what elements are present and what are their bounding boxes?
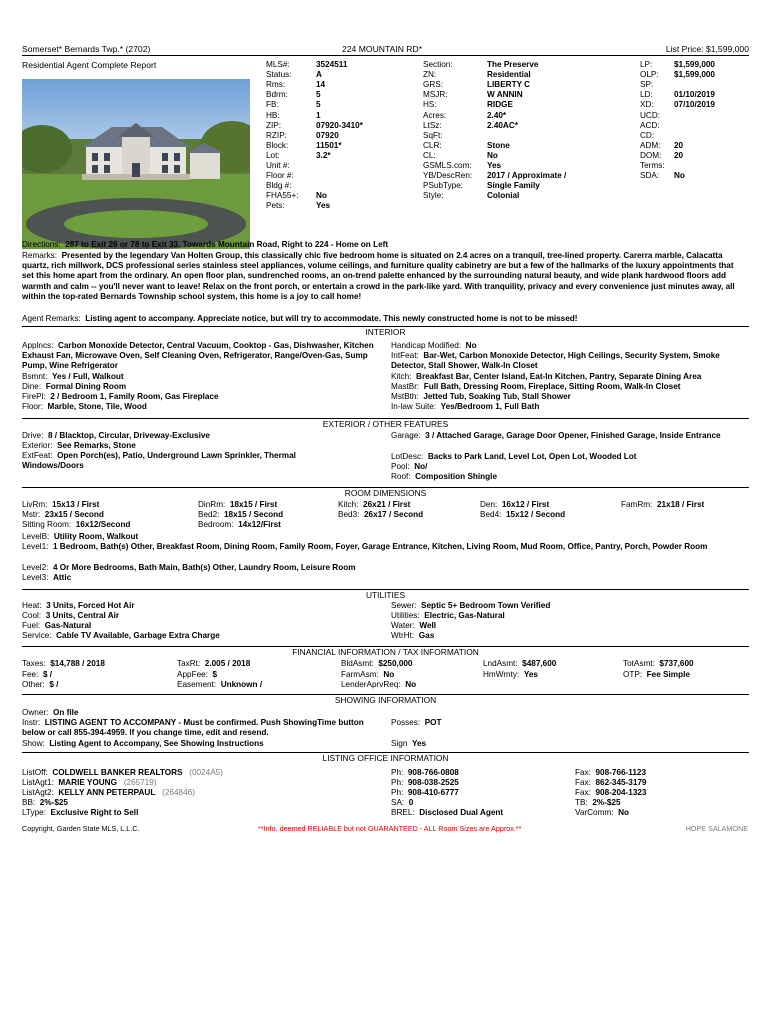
agent-name-footer: HOPE SALAMONE	[685, 824, 748, 833]
exterior-field: Garage: 3 / Attached Garage, Garage Door Opener, Finished Garage, Inside Entrance	[391, 431, 721, 440]
office-field: BREL: Disclosed Dual Agent	[391, 808, 504, 817]
location-field-label: CL:	[423, 150, 436, 160]
financial-field: Other: $ /	[22, 680, 59, 689]
interior-field: Kitch: Breakfast Bar, Center Island, Eat-In Kitchen, Pantry, Separate Dining Area	[391, 372, 702, 381]
core-field-value: Yes	[316, 201, 331, 211]
core-field-value: 1	[316, 110, 321, 120]
report-title: Residential Agent Complete Report	[22, 60, 157, 70]
exterior-heading: EXTERIOR / OTHER FEATURES	[22, 418, 749, 430]
core-field-value: 3524511	[316, 60, 348, 69]
location-field-label: GRS:	[423, 80, 444, 90]
office-field: TB: 2%-$25	[575, 798, 621, 807]
exterior-field: Exterior: See Remarks, Stone	[22, 441, 136, 450]
core-field-label: Bdrm:	[266, 90, 288, 100]
office-field: Ph: 908-410-6777	[391, 788, 459, 797]
office-field: ListAgt2: KELLY ANN PETERPAUL (264846)	[22, 788, 195, 797]
utilities-heading: UTILITIES	[22, 589, 749, 601]
location-field-label: SqFt:	[423, 130, 443, 140]
showing-owner: Owner: On file	[22, 708, 79, 717]
location-field-label: YB/DescRen:	[423, 171, 473, 181]
core-field-label: ZIP:	[266, 120, 282, 130]
date-field-label: XD:	[640, 100, 654, 110]
core-field-label: Rms:	[266, 80, 286, 90]
room-field: FamRm: 21x18 / First	[621, 500, 705, 509]
exterior-field: LotDesc: Backs to Park Land, Level Lot, Open Lot, Wooded Lot	[391, 452, 637, 461]
financial-field: Easement: Unknown /	[177, 680, 263, 689]
header-divider	[22, 55, 749, 56]
interior-field: Handicap Modified: No	[391, 341, 477, 350]
date-field-label: ACD:	[640, 120, 660, 130]
location-field-label: Style:	[423, 191, 444, 201]
location-field-value: 2.40AC*	[487, 120, 518, 130]
core-field-value: 11501*	[316, 140, 342, 150]
core-field-label: RZIP:	[266, 130, 287, 140]
core-field-value: 5	[316, 90, 321, 100]
directions-line: Directions: 287 to Exit 26 or 78 to Exit 33. Towards Mountain Road, Right to 224 - Home on Left	[22, 240, 389, 249]
core-field-label: Block:	[266, 140, 289, 150]
date-field-label: DOM:	[640, 150, 662, 160]
financial-field: HmWrnty: Yes	[483, 670, 538, 679]
location-field-label: PSubType:	[423, 181, 464, 191]
utility-field: Utilities: Electric, Gas-Natural	[391, 611, 505, 620]
date-field-label: LP:	[640, 60, 653, 69]
core-field-value: A	[316, 70, 322, 80]
core-field-value: 3.2*	[316, 150, 331, 160]
interior-field: Applncs: Carbon Monoxide Detector, Central Vacuum, Cooktop - Gas, Dishwasher, Kitchen Exhaust Fan, Microwave Oven, Self Cleaning Oven, Refrigerator, Range/Oven-Gas, Sump Pump, Wine Refrigerator	[22, 341, 374, 371]
list-price-label: List Price: $1,599,000	[665, 44, 749, 54]
interior-field: Dine: Formal Dining Room	[22, 382, 127, 391]
financial-heading: FINANCIAL INFORMATION / TAX INFORMATION	[22, 646, 749, 658]
exterior-field: Pool: No/	[391, 462, 428, 471]
location-field-value: 2.40*	[487, 110, 507, 120]
core-field-label: Lot:	[266, 150, 280, 160]
interior-field: In-law Suite: Yes/Bedroom 1, Full Bath	[391, 402, 540, 411]
location-field-value: No	[487, 150, 498, 160]
date-field-label: SDA:	[640, 171, 660, 181]
office-field: Ph: 908-038-2525	[391, 778, 459, 787]
utility-field: Cool: 3 Units, Central Air	[22, 611, 120, 620]
core-field-value: 07920-3410*	[316, 120, 363, 130]
office-heading: LISTING OFFICE INFORMATION	[22, 752, 749, 764]
agent-remarks-line: Agent Remarks: Listing agent to accompany. Appreciate notice, but will try to accommodate. This newly constructed home is not to be missed!	[22, 314, 578, 323]
financial-field: Fee: $ /	[22, 670, 53, 679]
core-field-value: No	[316, 191, 327, 201]
level-field: Level2: 4 Or More Bedrooms, Bath Main, Bath(s) Other, Laundry Room, Leisure Room	[22, 563, 356, 572]
interior-field: MastBr: Full Bath, Dressing Room, Fireplace, Sitting Room, Walk-In Closet	[391, 382, 681, 391]
date-field-value: 20	[674, 140, 684, 150]
location-field-value: Yes	[487, 161, 502, 170]
financial-field: TotAsmt: $737,600	[623, 659, 694, 668]
core-field-value: 5	[316, 100, 321, 110]
financial-field: Taxes: $14,788 / 2018	[22, 659, 105, 668]
showing-instructions: Instr: LISTING AGENT TO ACCOMPANY - Must be confirmed. Push ShowingTime button below or call 855-394-4959. If you change time, edit and resend.	[22, 718, 364, 738]
core-field-value: 07920	[316, 130, 339, 140]
core-field-label: Pets:	[266, 201, 285, 211]
location-field-value: The Preserve	[487, 60, 539, 69]
room-field: Bed2: 18x15 / Second	[198, 510, 284, 519]
core-field-label: MLS#:	[266, 60, 290, 69]
date-field-value: No	[674, 171, 685, 181]
core-field-label: Status:	[266, 70, 292, 80]
location-field-value: 2017 / Approximate /	[487, 171, 567, 181]
area-label: Somerset* Bernards Twp.* (2702)	[22, 44, 151, 54]
utility-field: Sewer: Septic 5+ Bedroom Town Verified	[391, 601, 551, 610]
core-field-label: HB:	[266, 110, 280, 120]
office-field: VarComm: No	[575, 808, 629, 817]
location-field-value: Colonial	[487, 191, 520, 201]
interior-field: FirePl: 2 / Bedroom 1, Family Room, Gas Fireplace	[22, 392, 219, 401]
room-field: Bed3: 26x17 / Second	[338, 510, 424, 519]
location-field-value: Residential	[487, 70, 531, 80]
interior-field: IntFeat: Bar-Wet, Carbon Monoxide Detector, High Ceilings, Security System, Smoke Detector, Stall Shower, Walk-In Closet	[391, 351, 720, 371]
location-field-label: Section:	[423, 60, 453, 69]
room-field: Bedroom: 14x12/First	[198, 520, 281, 529]
room-field: Sitting Room: 16x12/Second	[22, 520, 131, 529]
date-field-label: Terms:	[640, 161, 665, 170]
date-field-value: $1,599,000	[674, 60, 715, 69]
exterior-field: Roof: Composition Shingle	[391, 472, 498, 481]
office-field: Fax: 862-345-3179	[575, 778, 647, 787]
agent-remarks-text: Listing agent to accompany. Appreciate notice, but will try to accommodate. This newly constructed home is not to be missed!	[85, 314, 578, 323]
financial-field: LenderAprvReq: No	[341, 680, 417, 689]
office-field: LType: Exclusive Right to Sell	[22, 808, 139, 817]
office-field: Fax: 908-204-1323	[575, 788, 647, 797]
financial-field: AppFee: $	[177, 670, 218, 679]
office-field: ListOff: COLDWELL BANKER REALTORS (0024A5)	[22, 768, 223, 777]
core-field-label: FHA55+:	[266, 191, 299, 201]
date-field-value: $1,599,000	[674, 70, 715, 80]
disclaimer-text: **Info. deemed RELIABLE but not GUARANTEED - ALL Room Sizes are Approx.**	[258, 824, 522, 833]
location-field-value: Stone	[487, 140, 510, 150]
level-field: LevelB: Utility Room, Walkout	[22, 532, 139, 541]
room-field: Mstr: 23x15 / Second	[22, 510, 104, 519]
property-photo	[22, 79, 250, 249]
location-field-label: MSJR:	[423, 90, 448, 100]
core-field-label: FB:	[266, 100, 279, 110]
date-field-value: 20	[674, 150, 684, 160]
location-field-label: HS:	[423, 100, 437, 110]
core-field-value: 14	[316, 80, 326, 90]
date-field-label: OLP:	[640, 70, 659, 80]
showing-possession: Posses: POT	[391, 718, 442, 727]
directions-text: 287 to Exit 26 or 78 to Exit 33. Towards Mountain Road, Right to 224 - Home on Left	[65, 240, 389, 249]
remarks-text: Presented by the legendary Van Holten Group, this classically chic five bedroom home is situated on 2.4 acres on a tranquil, tree-lined property. Carerra marble, Calacatta quartz, rich millwork, DCS professional series stainless steel appliances, volume ceilings, and furniture quality cabinetry are but a few of the hallmarks of the luxury appointments that set this home apart from the ordinary. An open floor plan, sundrenched rooms, an on-trend palette enhanced by the surrounding natural beauty, and wide plank hardwood floors add warmth and calm -- you'll never want to leave! Relax on the front porch, or entertain a crowd in the park-like yard. With tranquility, privacy and every convenience just minutes away, all within the top-rated Bernards Township school system, this home is a joy to call home!	[22, 251, 735, 301]
office-field: BB: 2%-$25	[22, 798, 68, 807]
room-field: DinRm: 18x15 / First	[198, 500, 278, 509]
level-field: Level1: 1 Bedroom, Bath(s) Other, Breakfast Room, Dining Room, Family Room, Foyer, Garage Entrance, Kitchen, Living Room, Mud Room, Office, Pantry, Porch, Powder Room	[22, 542, 708, 551]
utility-field: Water: Well	[391, 621, 437, 630]
location-field-label: Acres:	[423, 110, 447, 120]
date-field-label: ADM:	[640, 140, 661, 150]
room-field: Bed4: 15x12 / Second	[480, 510, 566, 519]
copyright-text: Copyright, Garden State MLS, L.L.C.	[22, 824, 140, 833]
core-field-label: Bldg #:	[266, 181, 292, 191]
exterior-field: Drive: 8 / Blacktop, Circular, Driveway-Exclusive	[22, 431, 210, 440]
office-field: Ph: 908-766-0808	[391, 768, 459, 777]
location-field-value: RIDGE	[487, 100, 513, 110]
location-field-value: Single Family	[487, 181, 540, 191]
financial-field: LndAsmt: $487,600	[483, 659, 557, 668]
address-label: 224 MOUNTAIN RD*	[342, 44, 423, 54]
location-field-value: W ANNIN	[487, 90, 523, 100]
utility-field: Heat: 3 Units, Forced Hot Air	[22, 601, 135, 610]
date-field-label: UCD:	[640, 110, 661, 120]
showing-show: Show: Listing Agent to Accompany, See Showing Instructions	[22, 739, 264, 748]
financial-field: BldAsmt: $250,000	[341, 659, 413, 668]
office-field: ListAgt1: MARIE YOUNG (265719)	[22, 778, 157, 787]
office-field: Fax: 908-766-1123	[575, 768, 647, 777]
location-field-label: LtSz:	[423, 120, 442, 130]
utility-field: Fuel: Gas-Natural	[22, 621, 92, 630]
interior-heading: INTERIOR	[22, 326, 749, 338]
remarks-block: Remarks: Presented by the legendary Van Holten Group, this classically chic five bedroom home is situated on 2.4 acres on a tranquil, tree-lined property. Carerra marble, Calacatta quartz, rich millwork, DCS professional series stainless steel appliances, volume ceilings, and furniture quality cabinetry are but a few of the hallmarks of the luxury appointments that set this home apart from the ordinary. An open floor plan, sundrenched rooms, an on-trend palette enhanced by the surrounding natural beauty, and wide plank hardwood floors add warmth and calm -- you'll never want to leave! Relax on the front porch, or entertain a crowd in the park-like yard. With tranquility, privacy and every convenience just minutes away, all within the top-rated Bernards Township school system, this home is a joy to call home!	[22, 251, 735, 301]
utility-field: Service: Cable TV Available, Garbage Extra Charge	[22, 631, 220, 640]
office-field: SA: 0	[391, 798, 414, 807]
financial-field: FarmAsm: No	[341, 670, 395, 679]
exterior-field: ExtFeat: Open Porch(es), Patio, Underground Lawn Sprinkler, Thermal Windows/Doors	[22, 451, 296, 471]
showing-heading: SHOWING INFORMATION	[22, 694, 749, 706]
showing-sign: Sign Yes	[391, 739, 427, 748]
date-field-label: CD:	[640, 130, 655, 140]
utility-field: WtrHt: Gas	[391, 631, 435, 640]
level-field: Level3: Attic	[22, 573, 72, 582]
location-field-value: LIBERTY C	[487, 80, 531, 90]
room-field: Kitch: 26x21 / First	[338, 500, 411, 509]
financial-field: TaxRt: 2.005 / 2018	[177, 659, 251, 668]
rooms-heading: ROOM DIMENSIONS	[22, 487, 749, 499]
location-field-label: ZN:	[423, 70, 437, 80]
location-field-label: GSMLS.com:	[423, 161, 472, 170]
date-field-value: 07/10/2019	[674, 100, 715, 110]
financial-field: OTP: Fee Simple	[623, 670, 690, 679]
interior-field: MstBth: Jetted Tub, Soaking Tub, Stall Shower	[391, 392, 571, 401]
room-field: Den: 16x12 / First	[480, 500, 550, 509]
date-field-value: 01/10/2019	[674, 90, 715, 100]
room-field: LivRm: 15x13 / First	[22, 500, 100, 509]
core-field-label: Unit #:	[266, 161, 290, 170]
core-field-label: Floor #:	[266, 171, 294, 181]
date-field-label: LD:	[640, 90, 653, 100]
date-field-label: SP:	[640, 80, 654, 90]
interior-field: Bsmnt: Yes / Full, Walkout	[22, 372, 124, 381]
location-field-label: CLR:	[423, 140, 442, 150]
interior-field: Floor: Marble, Stone, Tile, Wood	[22, 402, 147, 411]
